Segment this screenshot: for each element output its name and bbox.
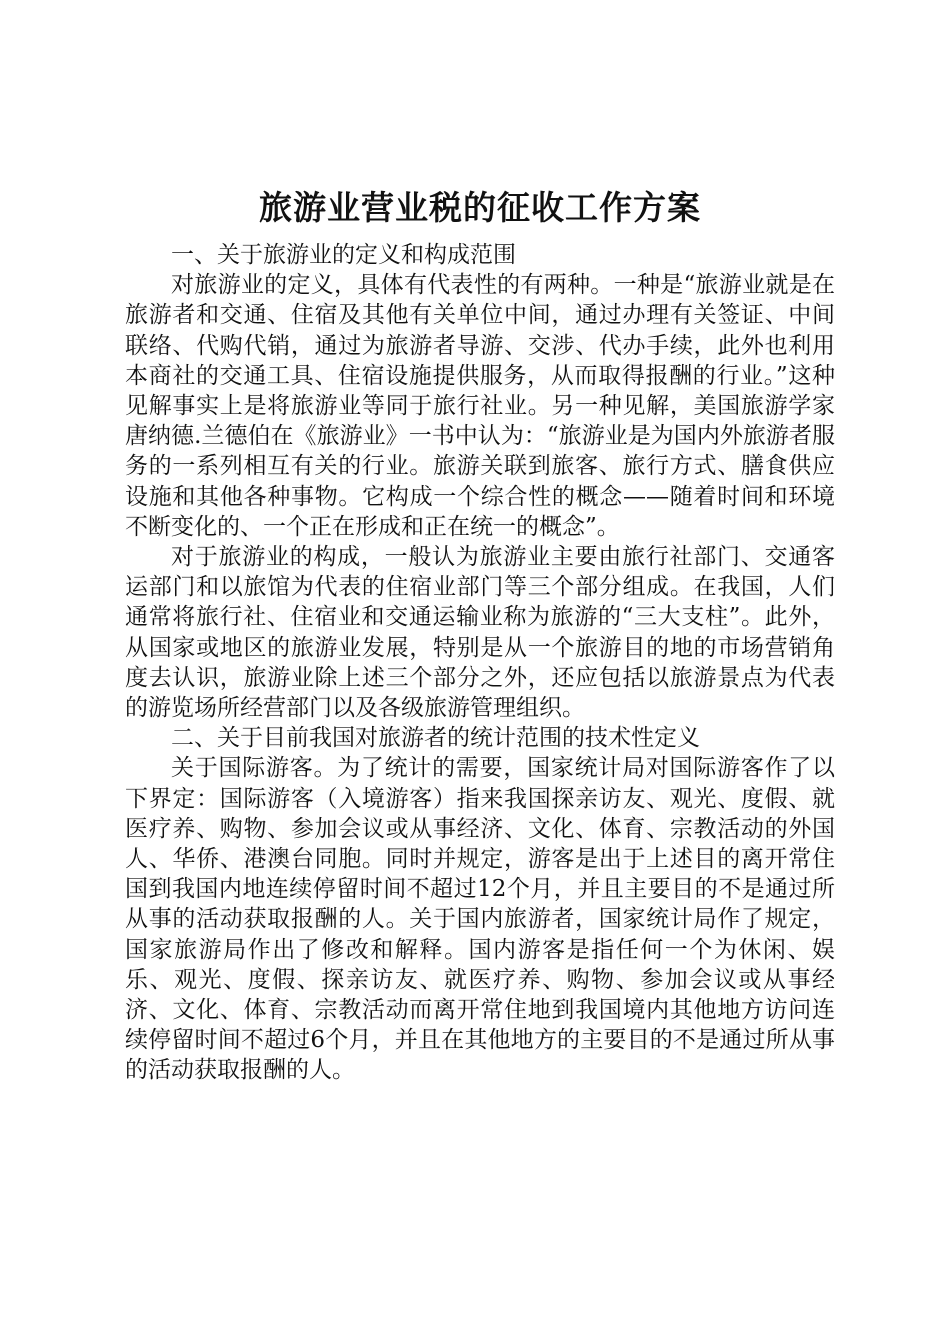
- document-title: 旅游业营业税的征收工作方案: [259, 188, 701, 227]
- section-heading-1: 一、关于旅游业的定义和构成范围: [171, 242, 516, 268]
- paragraph-tourist-statistics: 关于国际游客。为了统计的需要，国家统计局对国际游客作了以下界定：国际游客（入境游客）指来我国探亲访友、观光、度假、就医疗养、购物、参加会议或从事经济、文化、体育、宗教活动的外国人、华侨、港澳台同胞。同时并规定，游客是出于上述目的离开常住国到我国内地连续停留时间不超过12个月，并且主要目的不是通过所从事的活动获取报酬的人。关于国内旅游者，国家统计局作了规定，国家旅游局作出了修改和解释。国内游客是指任何一个为休闲、娱乐、观光、度假、探亲访友、就医疗养、购物、参加会议或从事经济、文化、体育、宗教活动而离开常住地到我国境内其他地方访问连续停留时间不超过6个月，并且在其他地方的主要目的不是通过所从事的活动获取报酬的人。: [125, 755, 835, 1084]
- paragraph-definition: 对旅游业的定义，具体有代表性的有两种。一种是“旅游业就是在旅游者和交通、住宿及其他有关单位中间，通过办理有关签证、中间联络、代购代销，通过为旅游者导游、交涉、代办手续，此外也利用本商社的交通工具、住宿设施提供服务，从而取得报酬的行业。”这种见解事实上是将旅游业等同于旅行社业。另一种见解，美国旅游学家唐纳德.兰德伯在《旅游业》一书中认为：“旅游业是为国内外旅游者服务的一系列相互有关的行业。旅游关联到旅客、旅行方式、膳食供应设施和其他各种事物。它构成一个综合性的概念——随着时间和环境不断变化的、一个正在形成和正在统一的概念”。: [125, 272, 835, 540]
- paragraph-composition: 对于旅游业的构成，一般认为旅游业主要由旅行社部门、交通客运部门和以旅馆为代表的住宿业部门等三个部分组成。在我国，人们通常将旅行社、住宿业和交通运输业称为旅游的“三大支柱”。此外，从国家或地区的旅游业发展，特别是从一个旅游目的地的市场营销角度去认识，旅游业除上述三个部分之外，还应包括以旅游景点为代表的游览场所经营部门以及各级旅游管理组织。: [125, 544, 835, 722]
- document-page: [125, 180, 835, 1086]
- section-heading-2: 二、关于目前我国对旅游者的统计范围的技术性定义: [171, 725, 700, 752]
